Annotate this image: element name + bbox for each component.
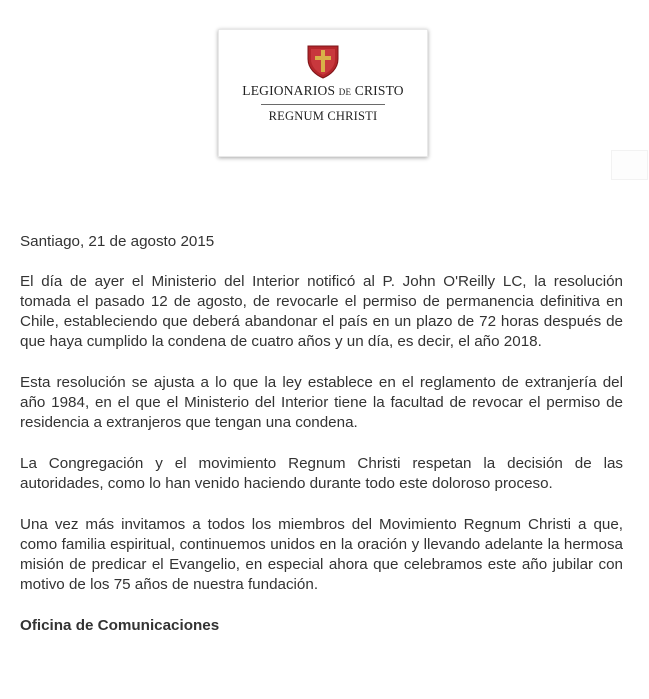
letter-date: Santiago, 21 de agosto 2015 [20, 233, 215, 250]
signature: Oficina de Comunicaciones [20, 617, 220, 634]
brand-divider [261, 104, 385, 105]
shield-cross-icon [306, 43, 340, 79]
letter-body [20, 232, 623, 657]
brand-word-2: DE [338, 87, 352, 97]
corner-placeholder [611, 150, 648, 180]
brand-name-line1 [219, 83, 427, 99]
brand-name-line2: REGNUM CHRISTI [268, 109, 378, 123]
brand-word-3: CRISTO [354, 83, 404, 98]
brand-word-1: LEGIONARIOS [242, 83, 336, 98]
paragraph-1: El día de ayer el Ministerio del Interior notificó al P. John O'Reilly LC, la resolución tomada el pasado 12 de agosto, de revocarle el permiso de permanencia definitiva en Chile, estableciendo que deberá abandonar el país en un plazo de 72 horas después de que haya cumplido la condena de cuatro años y un día, es decir, el año 2018. [20, 273, 623, 350]
paragraph-3: La Congregación y el movimiento Regnum Christi respetan la decisión de las autoridades, como lo han venido haciendo durante todo este doloroso proceso. [20, 455, 623, 492]
paragraph-4: Una vez más invitamos a todos los miembros del Movimiento Regnum Christi a que, como familia espiritual, continuemos unidos en la oración y llevando adelante la hermosa misión de predicar el Evangelio, en especial ahora que celebramos este año jubilar con motivo de los 75 años de nuestra fundación. [20, 516, 623, 593]
paragraph-2: Esta resolución se ajusta a lo que la ley establece en el reglamento de extranjería del año 1984, en el que el Ministerio del Interior tiene la facultad de revocar el permiso de residencia a extranjeros que tengan una condena. [20, 374, 623, 431]
logo-card [218, 29, 428, 157]
